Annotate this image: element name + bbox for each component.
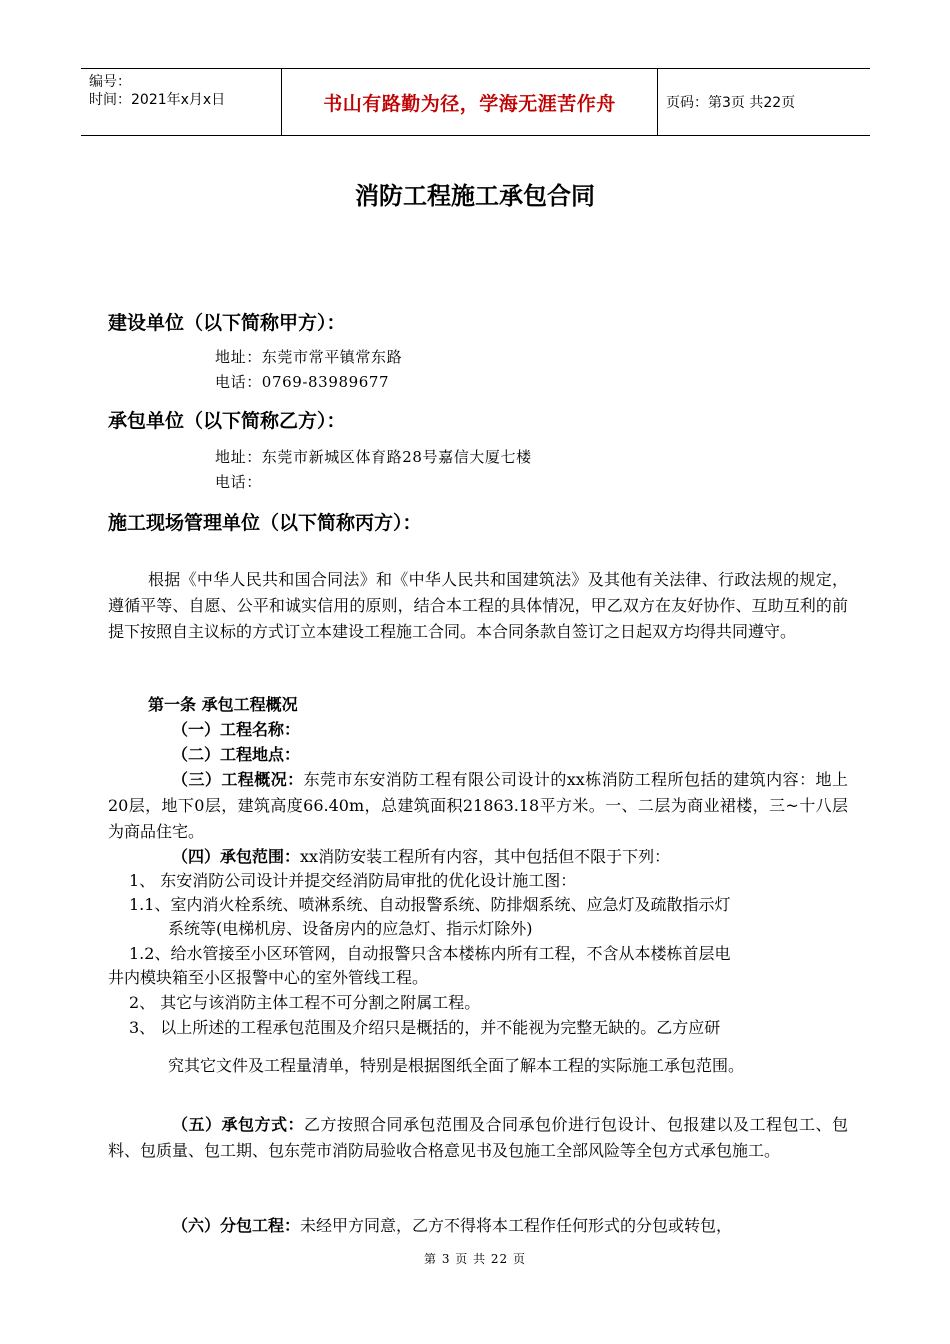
party-b-heading: 承包单位（以下简称乙方）： [108, 410, 346, 432]
item-project-overview-text: 东莞市东安消防工程有限公司设计的xx栋消防工程所包括的建筑内容：地上20层，地下0层，建筑高度66.40m，总建筑面积21863.18平方米。一、二层为商业裙楼，三~十八层为商品住宅。 [108, 770, 848, 841]
article-1-heading: 第一条 承包工程概况 [148, 695, 298, 714]
item-scope-text: xx消防安装工程所有内容，其中包括但不限于下列： [300, 847, 671, 866]
item-contract-method [108, 1112, 848, 1164]
page-footer: 第 3 页 共 22 页 [424, 1252, 526, 1266]
party-a-phone: 电话：0769-83989677 [215, 373, 390, 391]
item-project-overview-label: （三）工程概况： [172, 770, 304, 789]
item-scope [172, 845, 670, 869]
header-meta [81, 69, 281, 135]
party-c-heading: 施工现场管理单位（以下简称丙方）： [108, 512, 422, 534]
scope-item-1: 1、 东安消防公司设计并提交经消防局审批的优化设计施工图： [129, 871, 577, 890]
item-contract-method-label: （五）承包方式： [172, 1115, 304, 1134]
scope-item-1-1-cont: 系统等(电梯机房、设备房内的应急灯、指示灯除外) [168, 919, 533, 938]
scope-item-2: 2、 其它与该消防主体工程不可分割之附属工程。 [129, 993, 481, 1012]
item-project-name-label: （一）工程名称： [172, 720, 301, 739]
scope-item-1-1: 1.1、室内消火栓系统、喷淋系统、自动报警系统、防排烟系统、应急灯及疏散指示灯 [129, 895, 731, 914]
header-page-info: 页码：第3页 共22页 [666, 95, 796, 111]
scope-item-1-2: 1.2、给水管接至小区环管网，自动报警只含本楼栋内所有工程，不含从本楼栋首层电 [129, 944, 731, 963]
scope-item-3: 3、 以上所述的工程承包范围及介绍只是概括的，并不能视为完整无缺的。乙方应研 [129, 1018, 721, 1037]
preamble-paragraph: 根据《中华人民共和国合同法》和《中华人民共和国建筑法》及其他有关法律、行政法规的规定，遵循平等、自愿、公平和诚实信用的原则，结合本工程的具体情况，甲乙双方在友好协作、互助互利的前提下按照自主议标的方式订立本建设工程施工合同。本合同条款自签订之日起双方均得共同遵守。 [108, 570, 848, 641]
page-header [81, 68, 870, 136]
party-a-heading: 建设单位（以下简称甲方）： [108, 312, 346, 334]
item-contract-method-text: 乙方按照合同承包范围及合同承包价进行包设计、包报建以及工程包工、包料、包质量、包工期、包东莞市消防局验收合格意见书及包施工全部风险等全包方式承包施工。 [108, 1115, 848, 1160]
item-project-overview [108, 767, 848, 845]
party-b-phone: 电话： [215, 473, 262, 491]
item-subcontract-label: （六）分包工程： [172, 1216, 301, 1235]
item-scope-label: （四）承包范围： [172, 847, 301, 866]
document-date: 时间：2021年x月x日 [89, 92, 226, 108]
header-motto: 书山有路勤为径，学海无涯苦作舟 [281, 69, 658, 135]
party-a-address: 地址：东莞市常平镇常东路 [215, 348, 403, 366]
document-number-label: 编号： [89, 74, 131, 90]
item-subcontract-text: 未经甲方同意，乙方不得将本工程作任何形式的分包或转包， [300, 1216, 733, 1235]
party-b-address: 地址：东莞市新城区体育路28号嘉信大厦七楼 [215, 448, 532, 466]
scope-item-1-2-cont: 井内模块箱至小区报警中心的室外管线工程。 [108, 968, 429, 987]
item-subcontract [172, 1214, 732, 1238]
item-project-location-label: （二）工程地点： [172, 745, 301, 764]
document-title: 消防工程施工承包合同 [355, 182, 595, 210]
scope-item-3-cont: 究其它文件及工程量清单，特别是根据图纸全面了解本工程的实际施工承包范围。 [168, 1056, 745, 1075]
